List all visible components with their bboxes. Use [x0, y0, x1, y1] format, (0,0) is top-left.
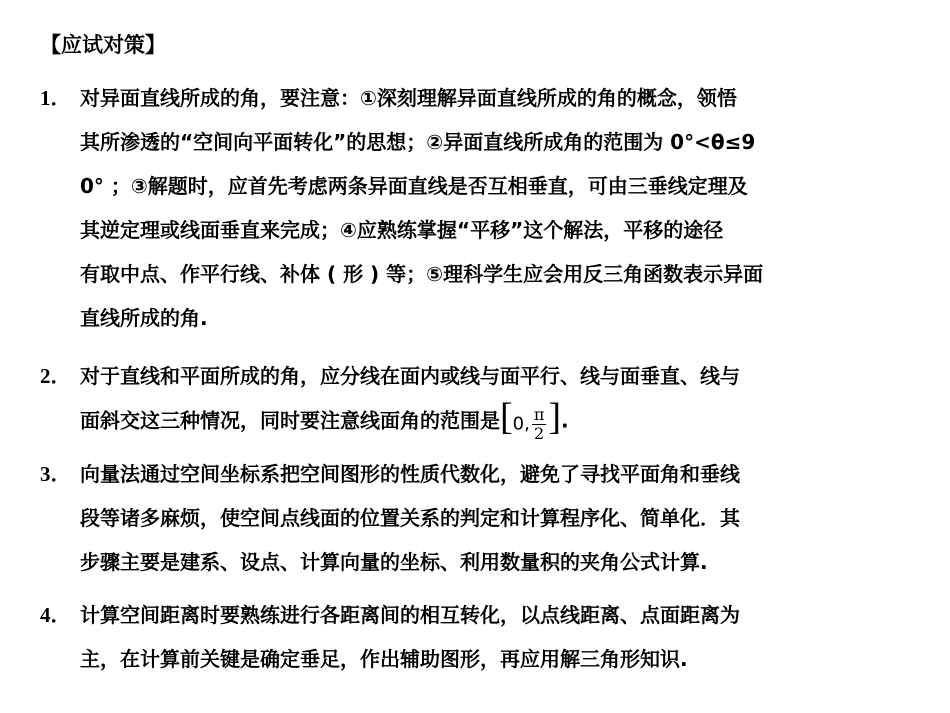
fraction-denominator: 2: [534, 423, 545, 443]
section-heading: 【应试对策】: [40, 33, 166, 57]
text-line: 主，在计算前关键是确定垂足，作出辅助图形，再应用解三角形知识.: [80, 647, 688, 671]
angle-range-formula: [500, 398, 561, 446]
fraction-numerator: π: [533, 404, 545, 424]
text-segment: 面斜交这三种情况，同时要注意线面角的范围是: [80, 408, 500, 433]
text-line: 步骤主要是建系、设点、计算向量的坐标、利用数量积的夹角公式计算.: [80, 550, 708, 574]
right-bracket: ]: [548, 396, 562, 438]
list-item-4: [40, 593, 900, 681]
list-item-1: [40, 76, 900, 340]
range-lower: 0: [512, 413, 525, 435]
text-line: 其逆定理或线面垂直来完成；④应熟练掌握“平移”这个解法，平移的途径: [80, 218, 724, 242]
item-text: [80, 452, 880, 584]
text-line: 0° ；③解题时，应首先考虑两条异面直线是否互相垂直，可由三垂线定理及: [80, 174, 748, 198]
text-period: .: [561, 408, 569, 433]
text-line-with-formula: [80, 398, 880, 446]
item-number: 4．: [40, 603, 72, 627]
left-bracket: [: [500, 396, 513, 438]
item-text: [80, 593, 880, 681]
item-text: [80, 76, 880, 340]
text-line: 对于直线和平面所成的角，应分线在面内或线与面平行、线与面垂直、线与: [80, 364, 740, 388]
range-comma: ,: [524, 413, 530, 435]
text-line: 直线所成的角.: [80, 306, 208, 330]
list-item-3: [40, 452, 900, 584]
item-number: 1．: [40, 86, 72, 110]
text-line: 其所渗透的“空间向平面转化”的思想；②异面直线所成角的范围为 0°<θ≤9: [80, 130, 756, 154]
text-line: 有取中点、作平行线、补体 ( 形 ) 等；⑤理科学生应会用反三角函数表示异面: [80, 262, 764, 286]
item-number: 2．: [40, 364, 72, 388]
item-number: 3．: [40, 462, 72, 486]
text-line: 计算空间距离时要熟练进行各距离间的相互转化，以点线距离、点面距离为: [80, 603, 740, 627]
text-line: 段等诸多麻烦，使空间点线面的位置关系的判定和计算程序化、简单化．其: [80, 506, 740, 530]
pi-over-2-fraction: [532, 406, 547, 443]
text-line: 向量法通过空间坐标系把空间图形的性质代数化，避免了寻找平面角和垂线: [80, 462, 740, 486]
list-item-2: [40, 354, 900, 446]
item-text: [80, 354, 880, 446]
text-line: 对异面直线所成的角，要注意：①深刻理解异面直线所成的角的概念，领悟: [80, 86, 737, 110]
